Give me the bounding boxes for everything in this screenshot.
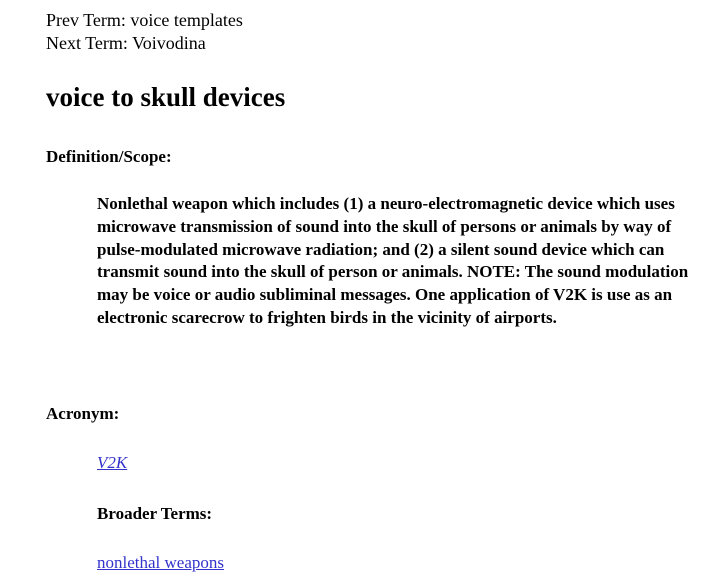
next-term-label: Next Term: [46, 33, 133, 53]
definition-text: Nonlethal weapon which includes (1) a neuro-electromagnetic device which uses microwave transmission of sound into the skull of persons or animals by way of pulse-modulated microwave radiation; and (2) a silent sound device which can transmit sound into the skull of person or animals. NOTE: The sound modulation may be voice or audio subliminal messages. One application of V2K is use as an electronic scarecrow to frighten birds in the vicinity of airports. [97, 194, 689, 327]
term-navigation [46, 9, 243, 55]
prev-term-label: Prev Term: [46, 10, 131, 30]
acronym-heading: Acronym: [46, 404, 120, 423]
page-title: voice to skull devices [46, 82, 286, 112]
broader-term-link[interactable]: nonlethal weapons [97, 553, 224, 572]
prev-term-line[interactable] [46, 9, 243, 32]
definition-heading: Definition/Scope: [46, 147, 172, 166]
acronym-link[interactable]: V2K [97, 453, 128, 472]
prev-term-value[interactable]: voice templates [130, 10, 243, 30]
broader-terms-heading: Broader Terms: [97, 504, 213, 523]
next-term-line[interactable] [46, 32, 243, 55]
next-term-value[interactable]: Voivodina [132, 33, 206, 53]
